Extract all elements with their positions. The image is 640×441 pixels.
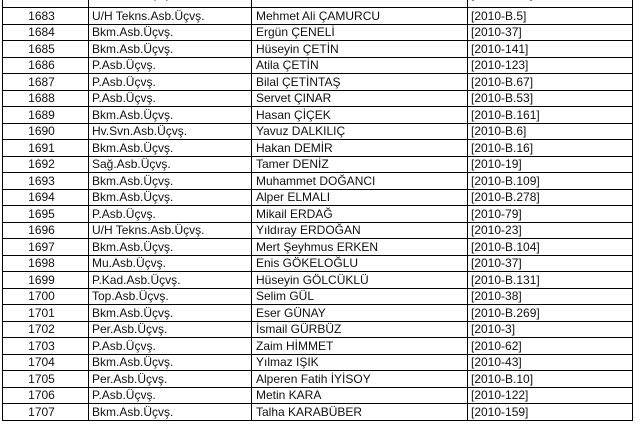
person-name-text: Hasan ÇİÇEK [256, 107, 331, 122]
row-number-text: 1686 [28, 58, 55, 73]
reference-code-cell [468, 0, 633, 8]
rank-cell [89, 321, 252, 338]
person-name-text: Yıldıray ERDOĞAN [256, 223, 361, 238]
rank-cell [89, 255, 252, 272]
rank-text: P.Asb.Üçvş. [92, 91, 156, 106]
rank-text: Bkm.Asb.Üçvş. [92, 173, 174, 188]
reference-code-cell [468, 8, 633, 25]
reference-code-text: [2010-23] [471, 223, 522, 238]
rank-text: Bkm.Asb.Üçvş. [92, 355, 174, 370]
table-row [3, 404, 633, 421]
rank-cell [89, 404, 252, 421]
table-row [3, 123, 633, 140]
table-row [3, 41, 633, 58]
reference-code-text: [2010-43] [471, 355, 522, 370]
person-name-cell [252, 404, 468, 421]
table-row [3, 239, 633, 256]
rank-text: Per.Asb.Üçvş. [92, 371, 168, 386]
row-number-text: 1694 [28, 190, 55, 205]
rank-cell [89, 57, 252, 74]
row-number-cell [3, 41, 89, 58]
person-name-cell [252, 90, 468, 107]
person-name-cell [252, 123, 468, 140]
row-number-text: 1692 [28, 157, 55, 172]
rank-cell [89, 107, 252, 124]
table-row [3, 387, 633, 404]
person-name-cell [252, 222, 468, 239]
row-number-text: 1685 [28, 41, 55, 56]
rank-text [92, 0, 173, 1]
reference-code-text: [2010-B.109] [471, 173, 540, 188]
reference-code-cell [468, 404, 633, 421]
table-row [3, 206, 633, 223]
rank-text: Bkm.Asb.Üçvş. [92, 107, 174, 122]
person-name-text: Mikail ERDAĞ [256, 206, 333, 221]
person-name-text: Zaim HİMMET [256, 338, 334, 353]
reference-code-text: [2010-B.269] [471, 305, 540, 320]
reference-code-cell [468, 371, 633, 388]
reference-code-cell [468, 189, 633, 206]
rank-cell [89, 239, 252, 256]
person-name-text: Alper ELMALI [256, 190, 331, 205]
rank-text: P.Asb.Üçvş. [92, 206, 156, 221]
reference-code-text: [2010-B.5] [471, 8, 527, 23]
row-number-cell [3, 173, 89, 190]
reference-code-cell [468, 123, 633, 140]
person-name-text: Eser GÜNAY [256, 305, 326, 320]
rank-cell [89, 123, 252, 140]
reference-code-text: [2010-B.104] [471, 239, 540, 254]
rank-cell [89, 24, 252, 41]
rank-cell [89, 140, 252, 157]
person-name-text: Atila ÇETİN [256, 58, 319, 73]
reference-code-text: [2010-B.16] [471, 140, 534, 155]
row-number-cell [3, 255, 89, 272]
person-name-cell [252, 24, 468, 41]
rank-cell [89, 90, 252, 107]
person-name-text: Talha KARABÜBER [256, 404, 363, 419]
rank-cell [89, 288, 252, 305]
person-name-cell [252, 387, 468, 404]
reference-code-cell [468, 156, 633, 173]
row-number-text: 1688 [28, 91, 55, 106]
person-name-text: Yavuz DALKILIÇ [256, 124, 346, 139]
reference-code-text [471, 0, 533, 1]
reference-code-text: [2010-B.6] [471, 124, 527, 139]
person-name-cell [252, 321, 468, 338]
row-number-text: 1693 [28, 173, 55, 188]
table-row [3, 90, 633, 107]
person-name-text: Metin KARA [256, 388, 322, 403]
reference-code-text: [2010-62] [471, 338, 522, 353]
person-name-cell [252, 206, 468, 223]
person-name-text: Muhammet DOĞANCI [256, 173, 376, 188]
personnel-list-table [2, 0, 633, 421]
person-name-cell [252, 189, 468, 206]
rank-text: Per.Asb.Üçvş. [92, 322, 168, 337]
row-number-text: 1697 [28, 239, 55, 254]
reference-code-text: [2010-B.131] [471, 272, 540, 287]
person-name-cell [252, 140, 468, 157]
table-row [3, 24, 633, 41]
row-number-cell [3, 74, 89, 91]
row-number-cell [3, 107, 89, 124]
rank-cell [89, 8, 252, 25]
row-number-text: 1704 [28, 355, 55, 370]
reference-code-text: [2010-3] [471, 322, 516, 337]
reference-code-cell [468, 255, 633, 272]
rank-cell [89, 0, 252, 8]
rank-text: Hv.Svn.Asb.Üçvş. [92, 124, 188, 139]
row-number-cell [3, 8, 89, 25]
row-number-text: 1705 [28, 371, 55, 386]
row-number-text: 1687 [28, 74, 55, 89]
reference-code-cell [468, 90, 633, 107]
row-number-text: 1683 [28, 8, 55, 23]
rank-text: P.Asb.Üçvş. [92, 338, 156, 353]
row-number-text [28, 0, 55, 1]
row-number-cell [3, 24, 89, 41]
row-number-cell [3, 404, 89, 421]
table-row [3, 57, 633, 74]
rank-text: Mu.Asb.Üçvş. [92, 256, 167, 271]
row-number-cell [3, 338, 89, 355]
reference-code-cell [468, 321, 633, 338]
row-number-text: 1690 [28, 124, 55, 139]
row-number-cell [3, 0, 89, 8]
rank-text: Bkm.Asb.Üçvş. [92, 404, 174, 419]
reference-code-cell [468, 272, 633, 289]
row-number-text: 1689 [28, 107, 55, 122]
person-name-text: Tamer DENİZ [256, 157, 329, 172]
rank-cell [89, 206, 252, 223]
reference-code-cell [468, 57, 633, 74]
rank-text: U/H Tekns.Asb.Üçvş. [92, 8, 205, 23]
person-name-cell [252, 305, 468, 322]
reference-code-text: [2010-141] [471, 41, 529, 56]
person-name-text: Yılmaz IŞIK [256, 355, 319, 370]
reference-code-cell [468, 288, 633, 305]
row-number-text: 1703 [28, 338, 55, 353]
row-number-cell [3, 156, 89, 173]
rank-text: Top.Asb.Üçvş. [92, 289, 169, 304]
person-name-text: Mehmet Ali ÇAMURCU [256, 8, 381, 23]
table-body [3, 0, 633, 420]
row-number-text: 1698 [28, 256, 55, 271]
reference-code-text: [2010-79] [471, 206, 522, 221]
row-number-cell [3, 140, 89, 157]
table-row [3, 371, 633, 388]
person-name-text: Hakan DEMİR [256, 140, 333, 155]
reference-code-cell [468, 173, 633, 190]
rank-cell [89, 272, 252, 289]
person-name-text: İsmail GÜRBÜZ [256, 322, 342, 337]
person-name-cell [252, 288, 468, 305]
rank-text: P.Asb.Üçvş. [92, 388, 156, 403]
rank-cell [89, 156, 252, 173]
row-number-cell [3, 387, 89, 404]
rank-cell [89, 173, 252, 190]
person-name-cell [252, 107, 468, 124]
table-row [3, 8, 633, 25]
reference-code-text: [2010-37] [471, 256, 522, 271]
rank-cell [89, 74, 252, 91]
row-number-cell [3, 222, 89, 239]
reference-code-text: [2010-159] [471, 404, 529, 419]
rank-text: Bkm.Asb.Üçvş. [92, 305, 174, 320]
person-name-cell [252, 239, 468, 256]
person-name-cell [252, 338, 468, 355]
person-name-text: Hüseyin GÖLCÜKLÜ [256, 272, 369, 287]
reference-code-text: [2010-38] [471, 289, 522, 304]
row-number-cell [3, 123, 89, 140]
rank-cell [89, 338, 252, 355]
table-row [3, 272, 633, 289]
person-name-cell [252, 173, 468, 190]
rank-text: Bkm.Asb.Üçvş. [92, 140, 174, 155]
reference-code-text: [2010-B.10] [471, 371, 534, 386]
rank-text: P.Asb.Üçvş. [92, 74, 156, 89]
table-row [3, 140, 633, 157]
person-name-text: Servet ÇINAR [256, 91, 332, 106]
person-name-text: Enis GÖKELOĞLU [256, 256, 359, 271]
row-number-cell [3, 354, 89, 371]
person-name-text: Mert Şeyhmus ERKEN [256, 239, 379, 254]
row-number-text: 1701 [28, 305, 55, 320]
row-number-cell [3, 321, 89, 338]
person-name-cell [252, 255, 468, 272]
person-name-cell [252, 41, 468, 58]
table-row [3, 288, 633, 305]
rank-cell [89, 222, 252, 239]
table-row [3, 189, 633, 206]
reference-code-text: [2010-B.67] [471, 74, 534, 89]
reference-code-cell [468, 239, 633, 256]
row-number-text: 1707 [28, 404, 55, 419]
rank-text: Bkm.Asb.Üçvş. [92, 190, 174, 205]
table-row [3, 156, 633, 173]
rank-text: P.Kad.Asb.Üçvş. [92, 272, 181, 287]
row-number-text: 1684 [28, 25, 55, 40]
reference-code-cell [468, 222, 633, 239]
row-number-text: 1702 [28, 322, 55, 337]
row-number-cell [3, 272, 89, 289]
person-name-cell [252, 8, 468, 25]
reference-code-text: [2010-37] [471, 25, 522, 40]
row-number-cell [3, 206, 89, 223]
reference-code-text: [2010-B.278] [471, 190, 540, 205]
person-name-cell [252, 74, 468, 91]
reference-code-text: [2010-B.161] [471, 107, 540, 122]
row-number-cell [3, 57, 89, 74]
table-row [3, 305, 633, 322]
rank-cell [89, 41, 252, 58]
person-name-cell [252, 57, 468, 74]
table-row [3, 222, 633, 239]
row-number-text: 1706 [28, 388, 55, 403]
person-name-text: Hüseyin ÇETİN [256, 41, 339, 56]
rank-text: Sağ.Asb.Üçvş. [92, 157, 171, 172]
row-number-cell [3, 305, 89, 322]
rank-cell [89, 387, 252, 404]
reference-code-cell [468, 24, 633, 41]
reference-code-cell [468, 107, 633, 124]
row-number-text: 1699 [28, 272, 55, 287]
reference-code-cell [468, 387, 633, 404]
table-row [3, 354, 633, 371]
person-name-text: Selim GÜL [256, 289, 315, 304]
row-number-text: 1695 [28, 206, 55, 221]
reference-code-text: [2010-19] [471, 157, 522, 172]
person-name-cell [252, 272, 468, 289]
reference-code-cell [468, 305, 633, 322]
rank-cell [89, 354, 252, 371]
row-number-text: 1696 [28, 223, 55, 238]
reference-code-cell [468, 140, 633, 157]
row-number-text: 1691 [28, 140, 55, 155]
table-row [3, 74, 633, 91]
person-name-cell [252, 371, 468, 388]
reference-code-text: [2010-B.53] [471, 91, 534, 106]
rank-cell [89, 305, 252, 322]
rank-text: Bkm.Asb.Üçvş. [92, 239, 174, 254]
row-number-text: 1700 [28, 289, 55, 304]
person-name-text: Alperen Fatih İYİSOY [256, 371, 371, 386]
table-row [3, 338, 633, 355]
reference-code-cell [468, 74, 633, 91]
row-number-cell [3, 288, 89, 305]
rank-cell [89, 371, 252, 388]
reference-code-cell [468, 41, 633, 58]
rank-cell [89, 189, 252, 206]
row-number-cell [3, 371, 89, 388]
rank-text: Bkm.Asb.Üçvş. [92, 25, 174, 40]
person-name-cell [252, 354, 468, 371]
reference-code-text: [2010-123] [471, 58, 529, 73]
row-number-cell [3, 90, 89, 107]
person-name-cell [252, 156, 468, 173]
rank-text: U/H Tekns.Asb.Üçvş. [92, 223, 205, 238]
person-name-cell [252, 0, 468, 8]
row-number-cell [3, 239, 89, 256]
rank-text: P.Asb.Üçvş. [92, 58, 156, 73]
person-name-text: Ergün ÇENELİ [256, 25, 335, 40]
reference-code-cell [468, 354, 633, 371]
reference-code-cell [468, 206, 633, 223]
person-name-text: Bilal ÇETİNTAŞ [256, 74, 341, 89]
table-row [3, 255, 633, 272]
reference-code-cell [468, 338, 633, 355]
table-row [3, 107, 633, 124]
row-number-cell [3, 189, 89, 206]
reference-code-text: [2010-122] [471, 388, 529, 403]
table-row [3, 173, 633, 190]
table-row [3, 0, 633, 8]
table-row [3, 321, 633, 338]
rank-text: Bkm.Asb.Üçvş. [92, 41, 174, 56]
